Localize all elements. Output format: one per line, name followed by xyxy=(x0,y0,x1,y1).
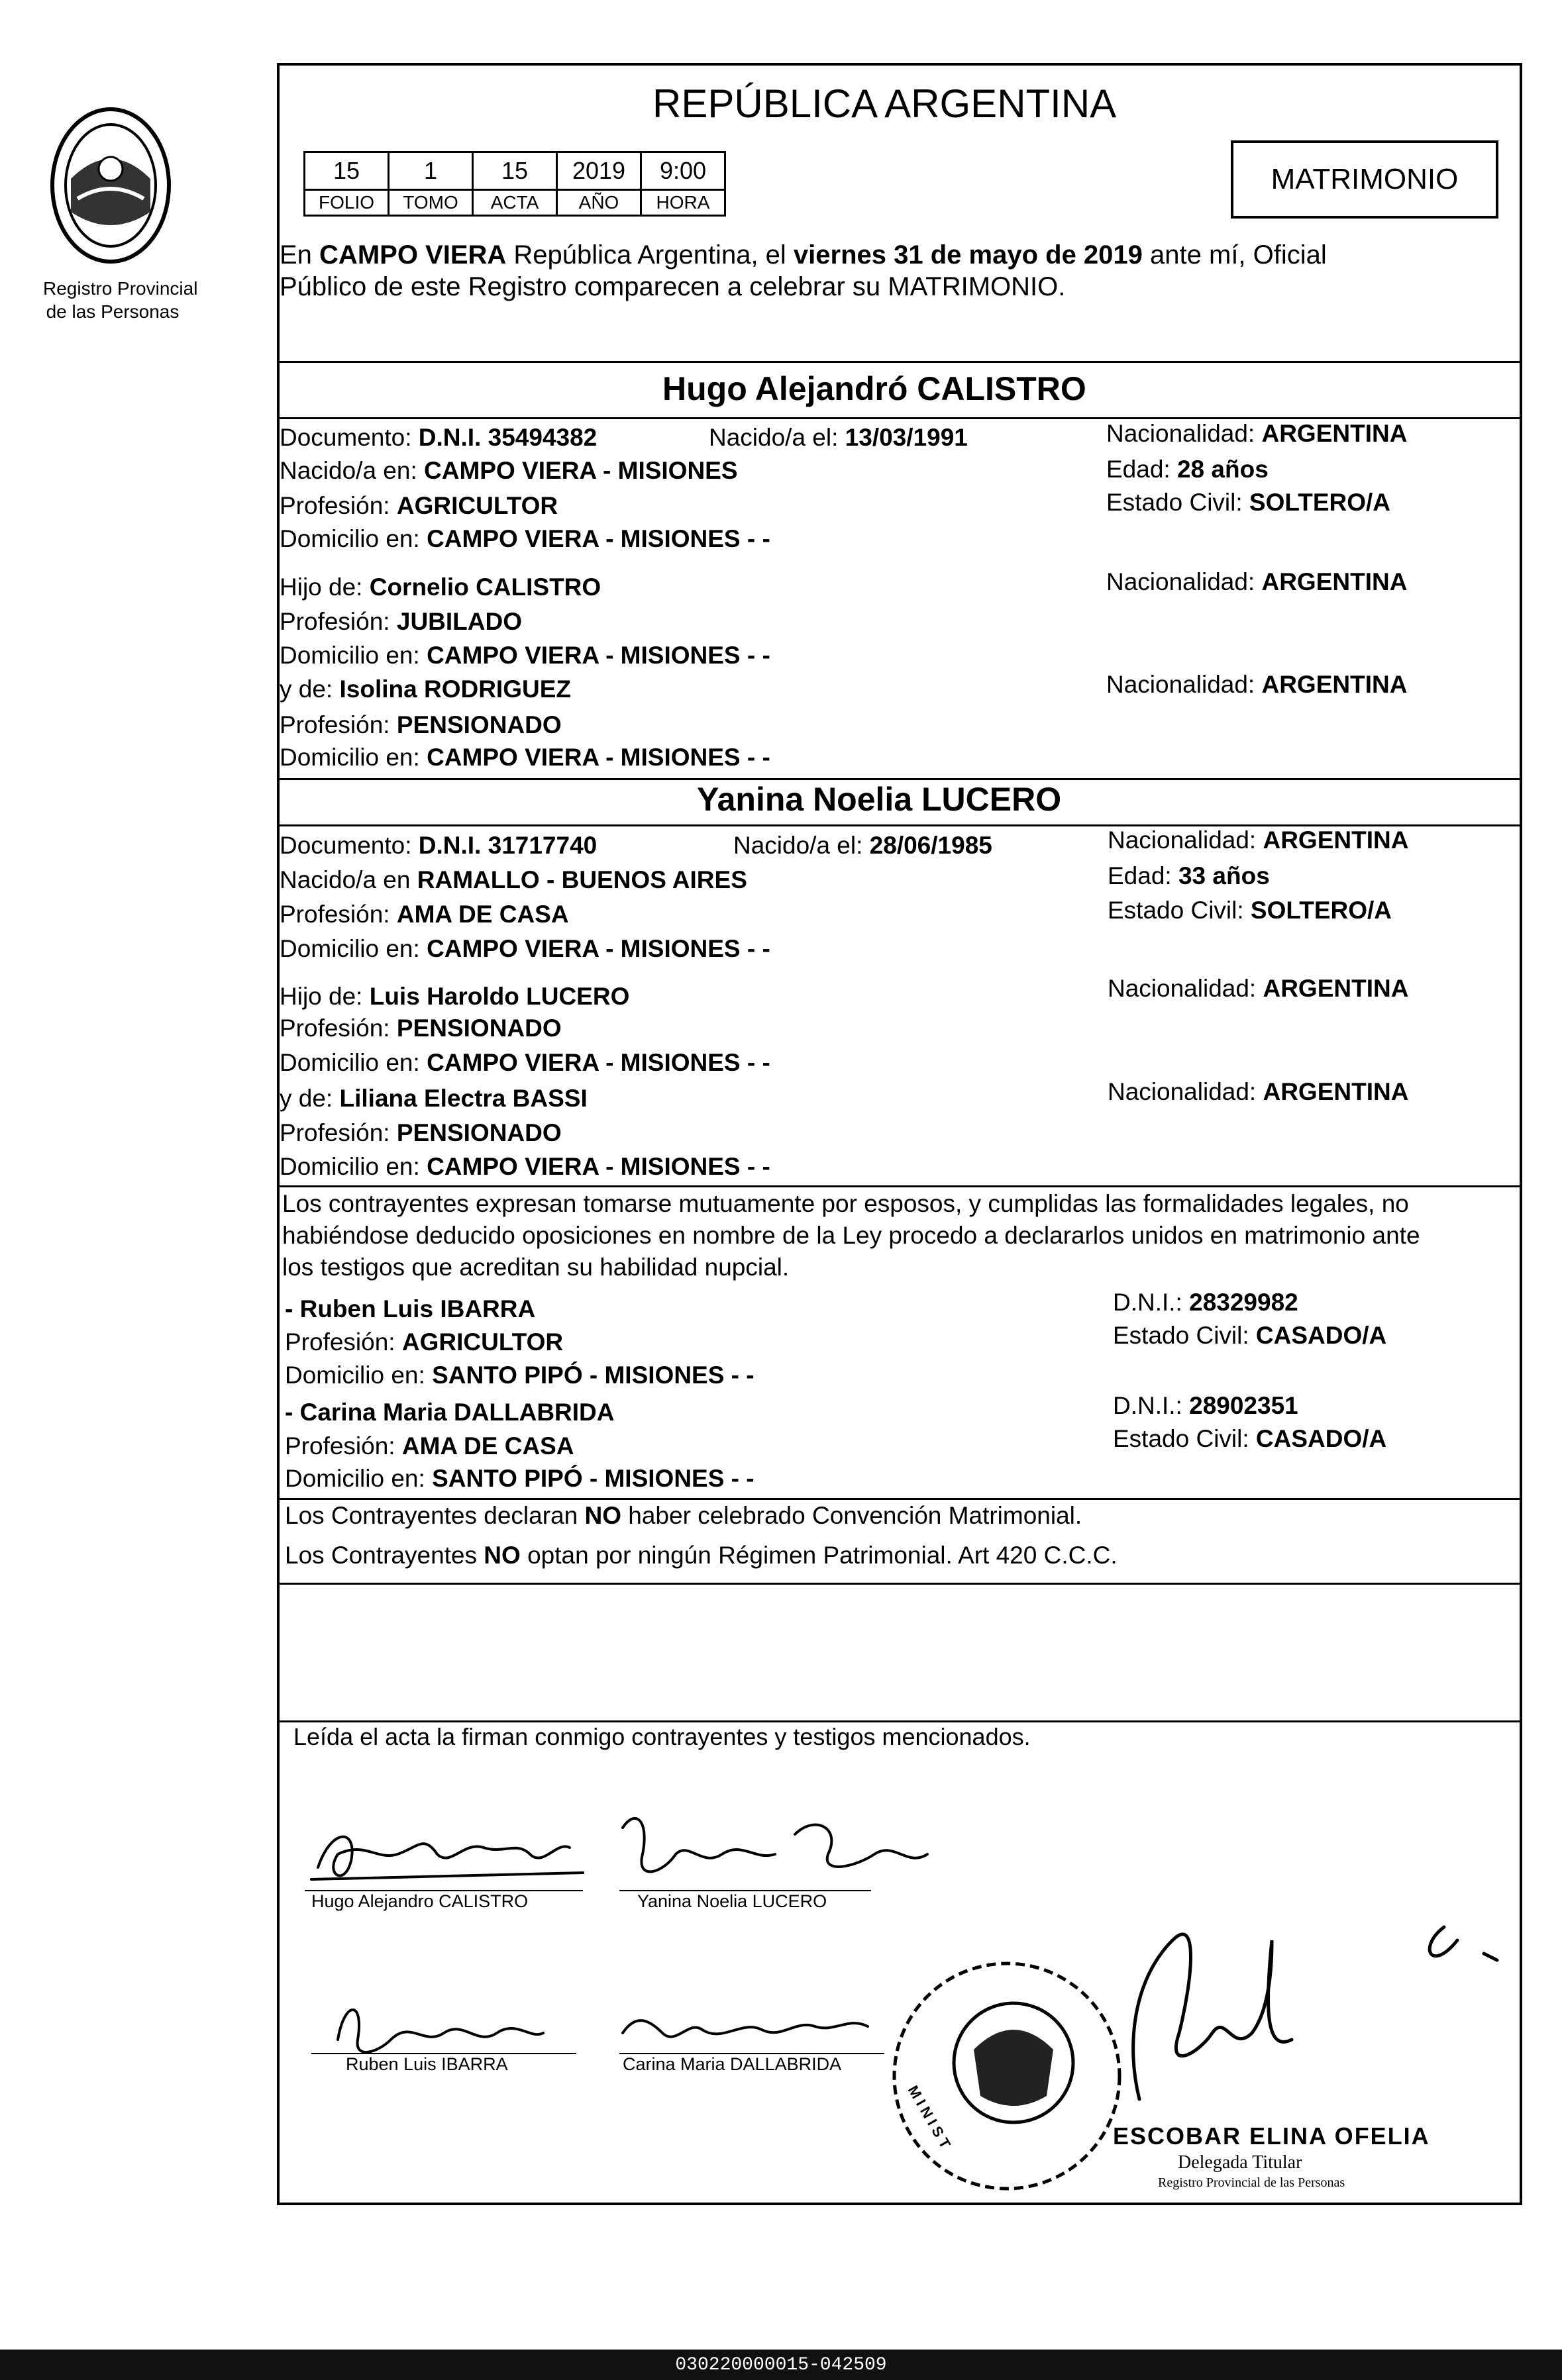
groom-father-nationality: Nacionalidad: ARGENTINA xyxy=(1106,568,1408,595)
intro-line1: En CAMPO VIERA República Argentina, el viernes 31 de mayo de 2019 ante mí, Oficial xyxy=(280,240,1327,270)
groom-signature-caption: Hugo Alejandro CALISTRO xyxy=(311,1891,529,1911)
groom-mother-nationality: Nacionalidad: ARGENTINA xyxy=(1106,671,1408,698)
seal-icon xyxy=(41,99,180,272)
bride-profession: Profesión: AMA DE CASA xyxy=(280,901,569,928)
witness1-profession: Profesión: AGRICULTOR xyxy=(285,1328,564,1356)
registry-name-line1: Registro Provincial xyxy=(43,278,198,299)
bride-father-address: Domicilio en: CAMPO VIERA - MISIONES - - xyxy=(280,1049,770,1076)
anio-label: AÑO xyxy=(557,190,641,216)
bride-civil-status: Estado Civil: SOLTERO/A xyxy=(1108,897,1392,924)
bride-birthdate: Nacido/a el: 28/06/1985 xyxy=(733,832,992,859)
witness1-name: - Ruben Luis IBARRA xyxy=(285,1295,536,1322)
groom-nationality: Nacionalidad: ARGENTINA xyxy=(1106,420,1408,447)
witness1-dni: D.N.I.: 28329982 xyxy=(1113,1289,1298,1316)
divider xyxy=(277,1720,1522,1722)
hora-label: HORA xyxy=(641,190,725,216)
officer-name: ESCOBAR ELINA OFELIA xyxy=(1113,2122,1430,2150)
witness2-signature-caption: Carina Maria DALLABRIDA xyxy=(623,2054,842,2074)
bride-address: Domicilio en: CAMPO VIERA - MISIONES - - xyxy=(280,935,770,962)
groom-father-profession: Profesión: JUBILADO xyxy=(280,608,522,635)
witness2-name: - Carina Maria DALLABRIDA xyxy=(285,1399,615,1426)
divider xyxy=(277,1185,1522,1187)
bride-age: Edad: 33 años xyxy=(1108,862,1270,889)
witness2-address: Domicilio en: SANTO PIPÓ - MISIONES - - xyxy=(285,1465,755,1492)
bride-signature-caption: Yanina Noelia LUCERO xyxy=(637,1891,827,1911)
groom-mother-profession: Profesión: PENSIONADO xyxy=(280,711,562,738)
intro-line2: Público de este Registro comparecen a celebrar su MATRIMONIO. xyxy=(280,272,1066,301)
closing-text: Leída el acta la firman conmigo contrayentes y testigos mencionados. xyxy=(293,1723,1031,1750)
bride-father-profession: Profesión: PENSIONADO xyxy=(280,1015,562,1042)
witness2-dni: D.N.I.: 28902351 xyxy=(1113,1392,1298,1419)
acta-value: 15 xyxy=(473,152,557,190)
witness1-civil-status: Estado Civil: CASADO/A xyxy=(1113,1322,1387,1349)
acta-label: ACTA xyxy=(473,190,557,216)
bride-father-nationality: Nacionalidad: ARGENTINA xyxy=(1108,975,1409,1002)
tomo-label: TOMO xyxy=(389,190,473,216)
officer-organization: Registro Provincial de las Personas xyxy=(1158,2175,1345,2190)
record-table xyxy=(303,151,726,217)
bride-mother-profession: Profesión: PENSIONADO xyxy=(280,1119,562,1146)
svg-text:M I N I S T: M I N I S T xyxy=(904,2083,954,2152)
divider xyxy=(277,417,1522,419)
officer-role: Delegada Titular xyxy=(1178,2152,1302,2173)
bride-birthplace: Nacido/a en RAMALLO - BUENOS AIRES xyxy=(280,866,747,893)
registry-name-line2: de las Personas xyxy=(46,301,180,322)
groom-address: Domicilio en: CAMPO VIERA - MISIONES - - xyxy=(280,525,770,552)
witness1-address: Domicilio en: SANTO PIPÓ - MISIONES - - xyxy=(285,1362,755,1389)
groom-father: Hijo de: Cornelio CALISTRO xyxy=(280,573,601,601)
groom-mother: y de: Isolina RODRIGUEZ xyxy=(280,675,571,703)
groom-mother-address: Domicilio en: CAMPO VIERA - MISIONES - - xyxy=(280,744,770,771)
officer-signature xyxy=(1100,1901,1524,2119)
groom-document: Documento: D.N.I. 35494382 xyxy=(280,424,598,451)
divider xyxy=(277,361,1522,363)
groom-profession: Profesión: AGRICULTOR xyxy=(280,492,558,519)
groom-birthplace: Nacido/a en: CAMPO VIERA - MISIONES xyxy=(280,457,738,484)
tomo-value: 1 xyxy=(389,152,473,190)
groom-birthdate: Nacido/a el: 13/03/1991 xyxy=(709,424,968,451)
witness2-profession: Profesión: AMA DE CASA xyxy=(285,1432,574,1460)
convention-line1: Los Contrayentes declaran NO haber celebrado Convención Matrimonial. xyxy=(285,1502,1082,1529)
groom-civil-status: Estado Civil: SOLTERO/A xyxy=(1106,489,1391,516)
page-title: REPÚBLICA ARGENTINA xyxy=(652,81,1117,126)
divider xyxy=(277,1498,1522,1500)
bride-mother: y de: Liliana Electra BASSI xyxy=(280,1085,588,1112)
declaration-line1: Los contrayentes expresan tomarse mutuamente por esposos, y cumplidas las formalidades legales, no xyxy=(282,1190,1409,1217)
bride-father: Hijo de: Luis Haroldo LUCERO xyxy=(280,983,630,1010)
act-type-label: MATRIMONIO xyxy=(1271,163,1459,195)
declaration-line3: los testigos que acreditan su habilidad nupcial. xyxy=(282,1254,790,1281)
bride-name-heading: Yanina Noelia LUCERO xyxy=(697,781,1062,818)
bride-nationality: Nacionalidad: ARGENTINA xyxy=(1108,826,1409,854)
folio-label: FOLIO xyxy=(305,190,389,216)
groom-father-address: Domicilio en: CAMPO VIERA - MISIONES - - xyxy=(280,642,770,669)
folio-value: 15 xyxy=(305,152,389,190)
document-code: 030220000015-042509 xyxy=(675,2354,887,2375)
registry-seal xyxy=(41,99,180,272)
bride-mother-nationality: Nacionalidad: ARGENTINA xyxy=(1108,1078,1409,1105)
groom-name-heading: Hugo Alejandró CALISTRO xyxy=(662,370,1086,407)
bride-mother-address: Domicilio en: CAMPO VIERA - MISIONES - - xyxy=(280,1153,770,1180)
official-stamp-icon xyxy=(881,1950,1133,2202)
witness1-signature-caption: Ruben Luis IBARRA xyxy=(346,2054,508,2074)
document-code-bar xyxy=(0,2350,1562,2380)
declaration-line2: habiéndose deducido oposiciones en nombre de la Ley procedo a declararlos unidos en matrimonio ante xyxy=(282,1222,1420,1249)
hora-value: 9:00 xyxy=(641,152,725,190)
act-type-box xyxy=(1231,140,1498,219)
anio-value: 2019 xyxy=(557,152,641,190)
witness2-civil-status: Estado Civil: CASADO/A xyxy=(1113,1425,1387,1452)
groom-age: Edad: 28 años xyxy=(1106,456,1269,483)
convention-line2: Los Contrayentes NO optan por ningún Régimen Patrimonial. Art 420 C.C.C. xyxy=(285,1542,1118,1569)
divider xyxy=(277,1583,1522,1585)
bride-document: Documento: D.N.I. 31717740 xyxy=(280,832,598,859)
